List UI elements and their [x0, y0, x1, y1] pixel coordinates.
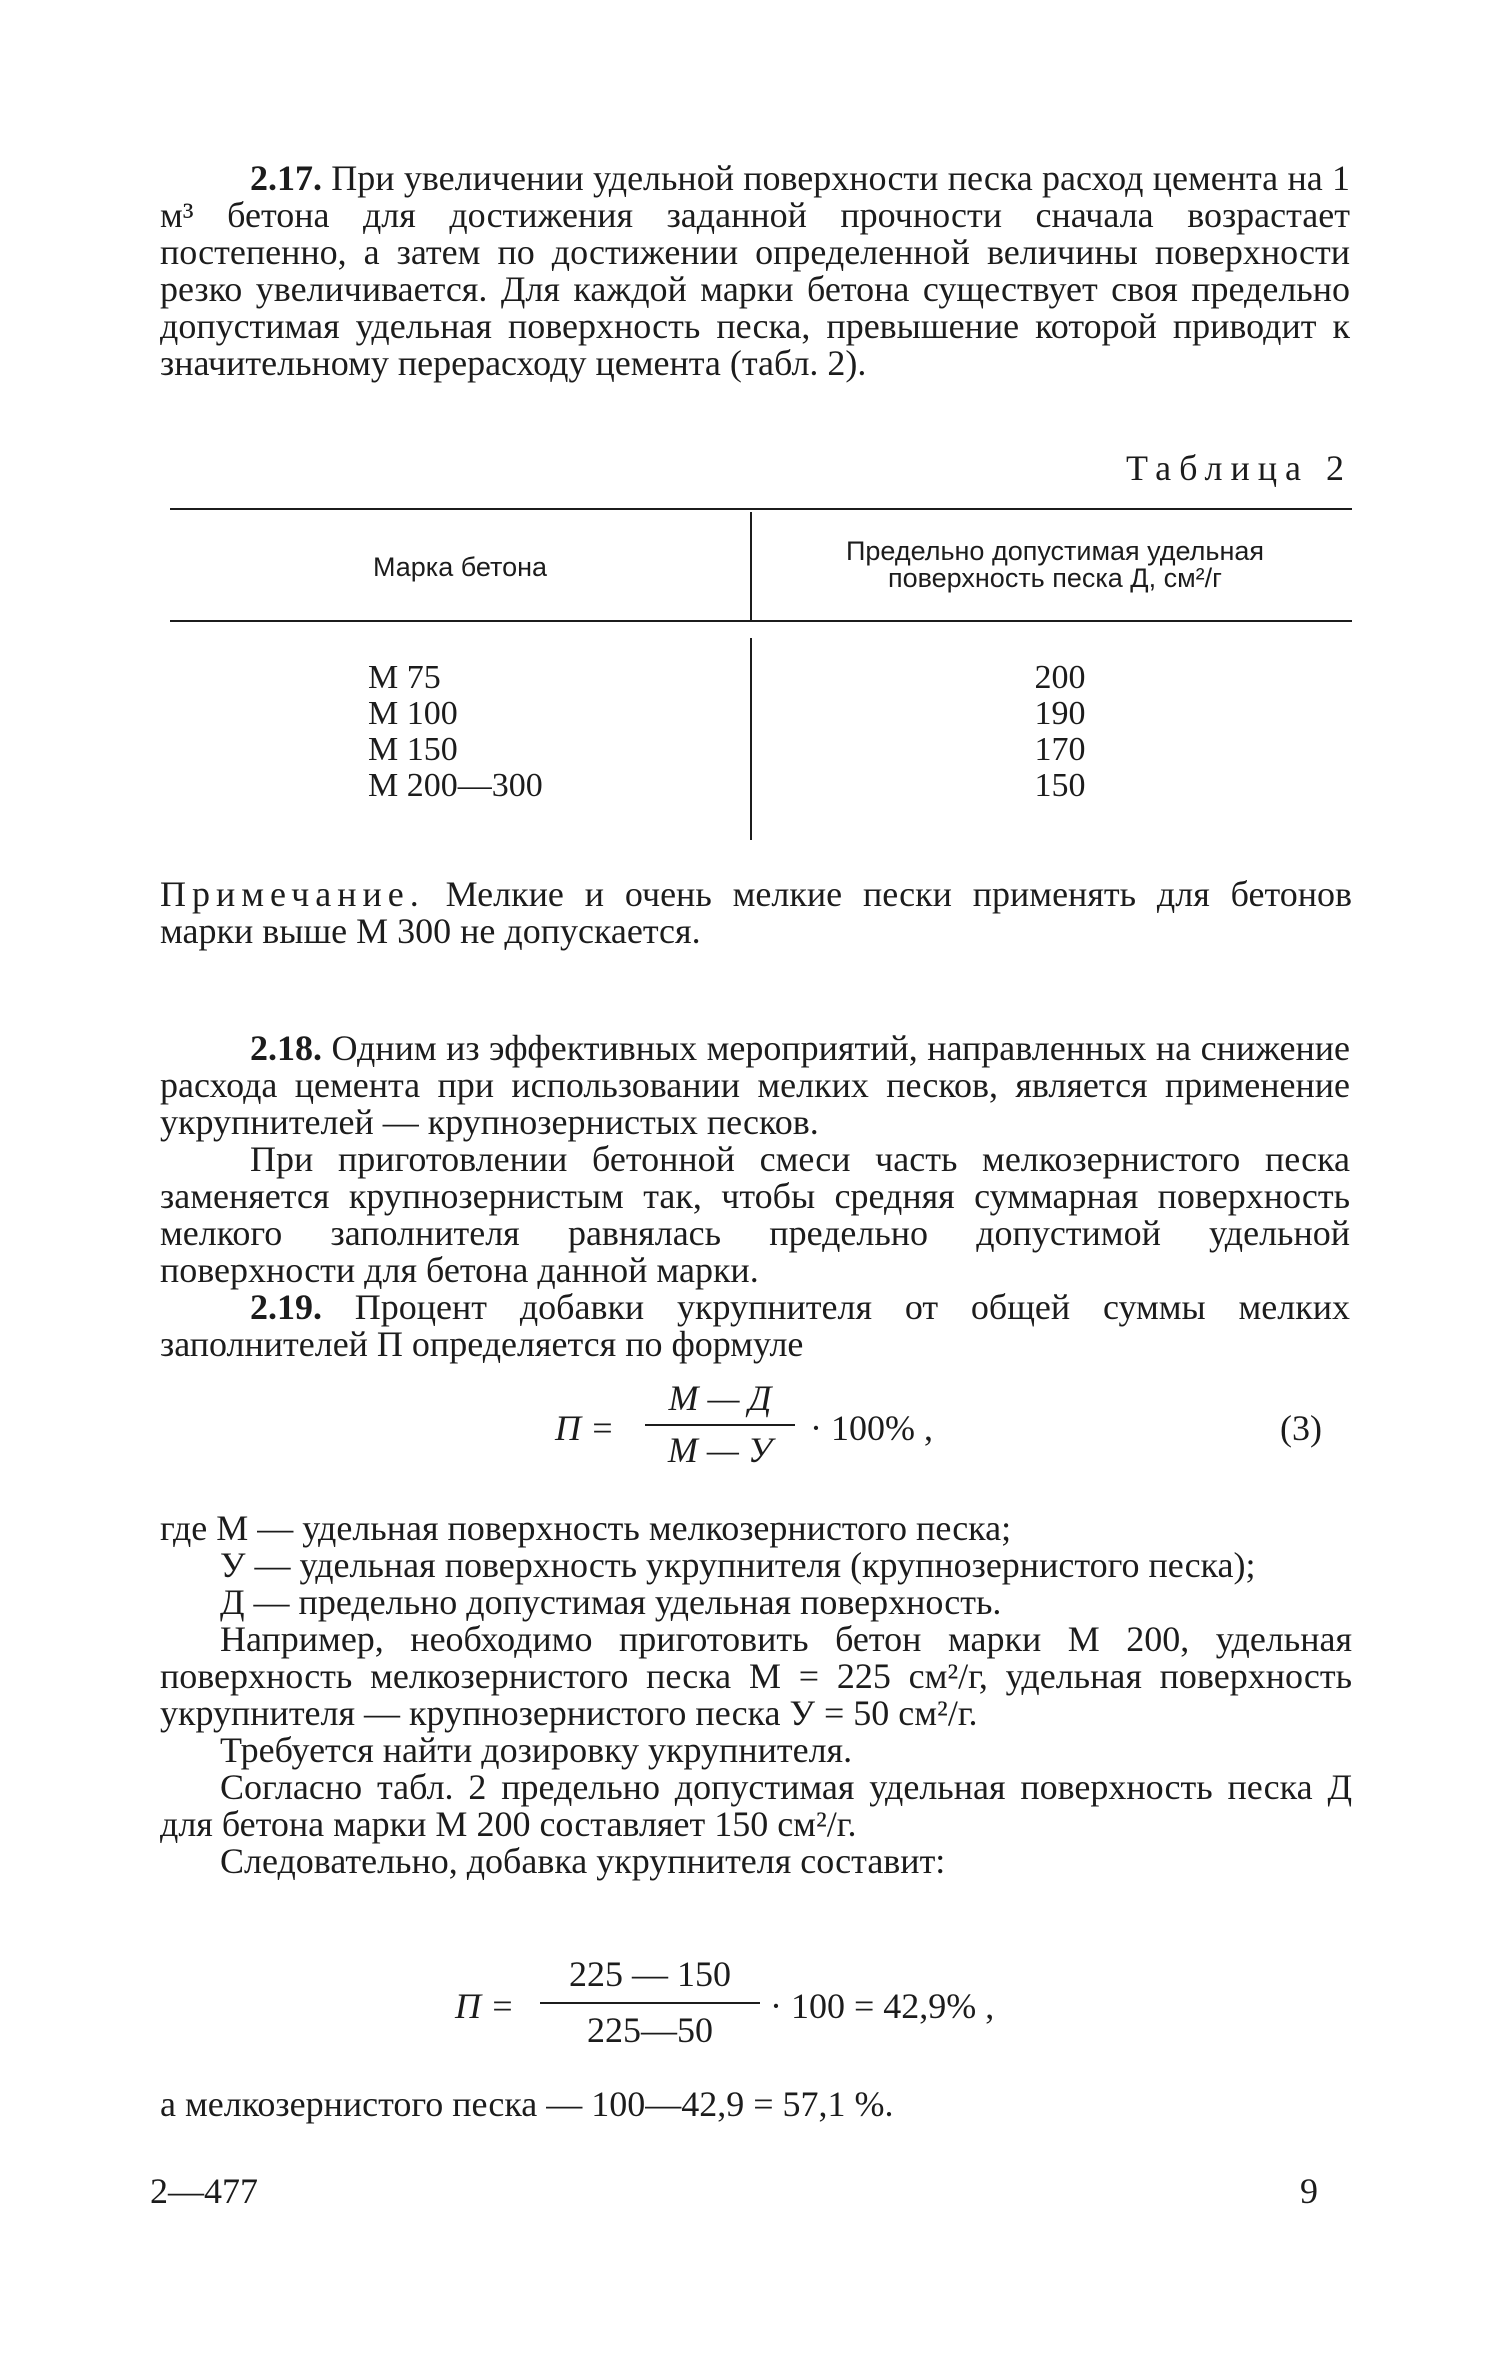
table-cell-grade: М 200—300: [368, 767, 543, 804]
section-number: 2.18.: [250, 1028, 322, 1068]
table-header-divider: [750, 512, 752, 620]
note-text: Мелкие и очень мелкие пески применять для бетонов марки выше М 300 не допускается.: [160, 874, 1352, 951]
fraction-bar: [645, 1424, 795, 1426]
paragraph-2-17: [160, 160, 1350, 382]
formula-rhs: · 100% ,: [810, 1408, 933, 1448]
section-number: 2.19.: [250, 1287, 322, 1327]
paragraph-text: При увеличении удельной поверхности песка расход цемента на 1 м³ бетона для достижения заданной прочности сначала возрастает постепенно, а затем по достижении определенной величины поверхности резко увеличивается. Для каждой марки бетона существует своя предельно допустимая удельная поверхность песка, превышение которой приводит к значительному перерасходу цемента (табл. 2).: [160, 158, 1350, 383]
paragraph-2-19: [160, 1289, 1350, 1363]
formula-number: (3): [1280, 1408, 1322, 1448]
paragraph-text: Одним из эффективных мероприятий, направленных на снижение расхода цемента при использовании мелких песков, является применение укрупнителей — крупнозернистых песков.: [160, 1028, 1350, 1142]
formula-denominator: 225—50: [587, 2010, 713, 2050]
section-number: 2.17.: [250, 158, 322, 198]
formula-numerator: М — Д: [668, 1378, 772, 1418]
table-body-divider: [750, 638, 752, 840]
table-note: [160, 876, 1352, 950]
paragraph-text: При приготовлении бетонной смеси часть мелкозернистого песка заменяется крупнозернистым так, чтобы средняя суммарная поверхность мелкого заполнителя равнялась предельно допустимой удельной поверхности для бетона данной марки.: [160, 1139, 1350, 1290]
conclusion-text: а мелкозернистого песка — 100—42,9 = 57,1 %.: [160, 2084, 894, 2124]
example-text: Например, необходимо приготовить бетон марки М 200, удельная поверхность мелкозернистого песка М = 225 см²/г, удельная поверхность укрупнителя — крупнозернистого песка У = 50 см²/г.: [160, 1619, 1352, 1733]
note-label: Примечание.: [160, 874, 425, 914]
page-number: 9: [1300, 2171, 1318, 2211]
signature-code: 2—477: [150, 2171, 258, 2211]
paragraph-2-18-continued: [160, 1141, 1350, 1289]
example-conclusion-intro: Следовательно, добавка укрупнителя составит:: [220, 1841, 946, 1881]
formula-numerator: 225 — 150: [569, 1954, 731, 1994]
table-cell-value: 200: [1034, 659, 1086, 696]
formula-lhs: П =: [555, 1408, 615, 1448]
example-reference: Согласно табл. 2 предельно допустимая удельная поверхность песка Д для бетона марки М 200 составляет 150 см²/г.: [160, 1767, 1352, 1844]
table-header-surface: Предельно допустимая удельная поверхность песка Д, см²/г: [845, 536, 1265, 593]
paragraph-text: Процент добавки укрупнителя от общей суммы мелких заполнителей П определяется по формуле: [160, 1287, 1351, 1364]
definitions-block: [160, 1510, 1352, 1880]
table-cell-grade: М 150: [368, 731, 458, 768]
table-cell-value: 170: [1034, 731, 1086, 768]
table-cell-grade: М 100: [368, 695, 458, 732]
table-cell-value: 150: [1034, 767, 1086, 804]
paragraph-2-18: [160, 1030, 1350, 1141]
formula-rhs: · 100 = 42,9% ,: [770, 1986, 995, 2026]
table-top-rule: [170, 508, 1352, 510]
table-cell-value: 190: [1034, 695, 1086, 732]
definition-u: У — удельная поверхность укрупнителя (крупнозернистого песка);: [220, 1545, 1256, 1585]
definition-text: М — удельная поверхность мелкозернистого песка;: [216, 1508, 1012, 1548]
definition-m: [160, 1510, 1352, 1547]
definition-d: Д — предельно допустимая удельная поверхность.: [220, 1582, 1002, 1622]
table-caption: Таблица 2: [1126, 448, 1352, 488]
formula-denominator: М — У: [667, 1430, 773, 1470]
table-header-rule: [170, 620, 1352, 622]
formula-lhs: П =: [455, 1986, 515, 2026]
definition-intro: где: [160, 1508, 208, 1548]
table-header-grade: Марка бетона: [372, 552, 548, 582]
example-task: Требуется найти дозировку укрупнителя.: [220, 1730, 853, 1770]
fraction-bar: [540, 2002, 760, 2004]
table-cell-grade: М 75: [368, 659, 441, 696]
